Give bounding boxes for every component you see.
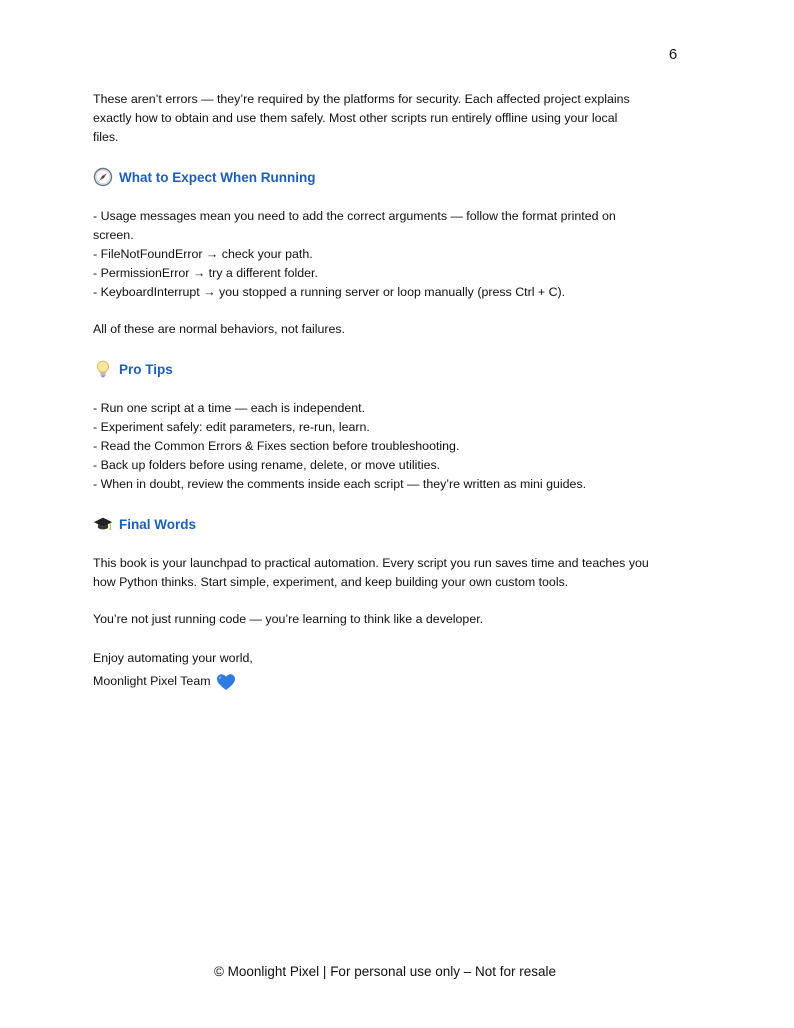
document-body xyxy=(93,90,693,693)
intro-line: files. xyxy=(93,130,119,144)
section-heading-tips xyxy=(93,357,693,381)
list-item: - Back up folders before using rename, delete, or move utilities. xyxy=(93,458,441,472)
expect-list xyxy=(93,207,693,302)
list-item: - KeyboardInterrupt → you stopped a running server or loop manually (press Ctrl + C). xyxy=(93,285,566,299)
signoff xyxy=(93,647,693,693)
page-number: 6 xyxy=(668,46,678,63)
section-title: What to Expect When Running xyxy=(119,169,316,185)
list-item: - Read the Common Errors & Fixes section before troubleshooting. xyxy=(93,439,460,453)
footer-notice: © Moonlight Pixel | For personal use only – Not for resale xyxy=(213,964,557,979)
signature: Moonlight Pixel Team xyxy=(93,674,211,688)
expect-note: All of these are normal behaviors, not failures. xyxy=(93,322,346,336)
section-title: Pro Tips xyxy=(119,361,173,377)
tips-list xyxy=(93,399,693,494)
list-item: screen. xyxy=(93,228,134,242)
lightbulb-icon xyxy=(93,359,113,379)
intro-line: exactly how to obtain and use them safely. Most other scripts run entirely offline using your local xyxy=(93,111,618,125)
final-line: how Python thinks. Start simple, experiment, and keep building your own custom tools. xyxy=(93,575,569,589)
list-item: - Experiment safely: edit parameters, re-run, learn. xyxy=(93,420,370,434)
final-line: This book is your launchpad to practical automation. Every script you run saves time and teaches you xyxy=(93,556,649,570)
list-item: - Usage messages mean you need to add the correct arguments — follow the format printed on xyxy=(93,209,616,223)
intro-paragraph xyxy=(93,90,693,147)
section-title: Final Words xyxy=(119,516,197,532)
list-item: - When in doubt, review the comments inside each script — they’re written as mini guides. xyxy=(93,477,587,491)
compass-icon xyxy=(93,167,113,187)
list-item: - Run one script at a time — each is independent. xyxy=(93,401,366,415)
final-paragraph xyxy=(93,554,693,592)
signature-line xyxy=(93,670,693,693)
list-item: - FileNotFoundError → check your path. xyxy=(93,247,313,261)
blue-heart-icon xyxy=(216,673,236,691)
closing-text: Enjoy automating your world, xyxy=(93,651,253,665)
section-heading-expect xyxy=(93,165,693,189)
graduation-cap-icon xyxy=(93,514,113,534)
list-item: - PermissionError → try a different folder. xyxy=(93,266,318,280)
section-heading-final xyxy=(93,512,693,536)
final-statement: You’re not just running code — you’re learning to think like a developer. xyxy=(93,612,484,626)
intro-line: These aren’t errors — they’re required by the platforms for security. Each affected project explains xyxy=(93,92,630,106)
